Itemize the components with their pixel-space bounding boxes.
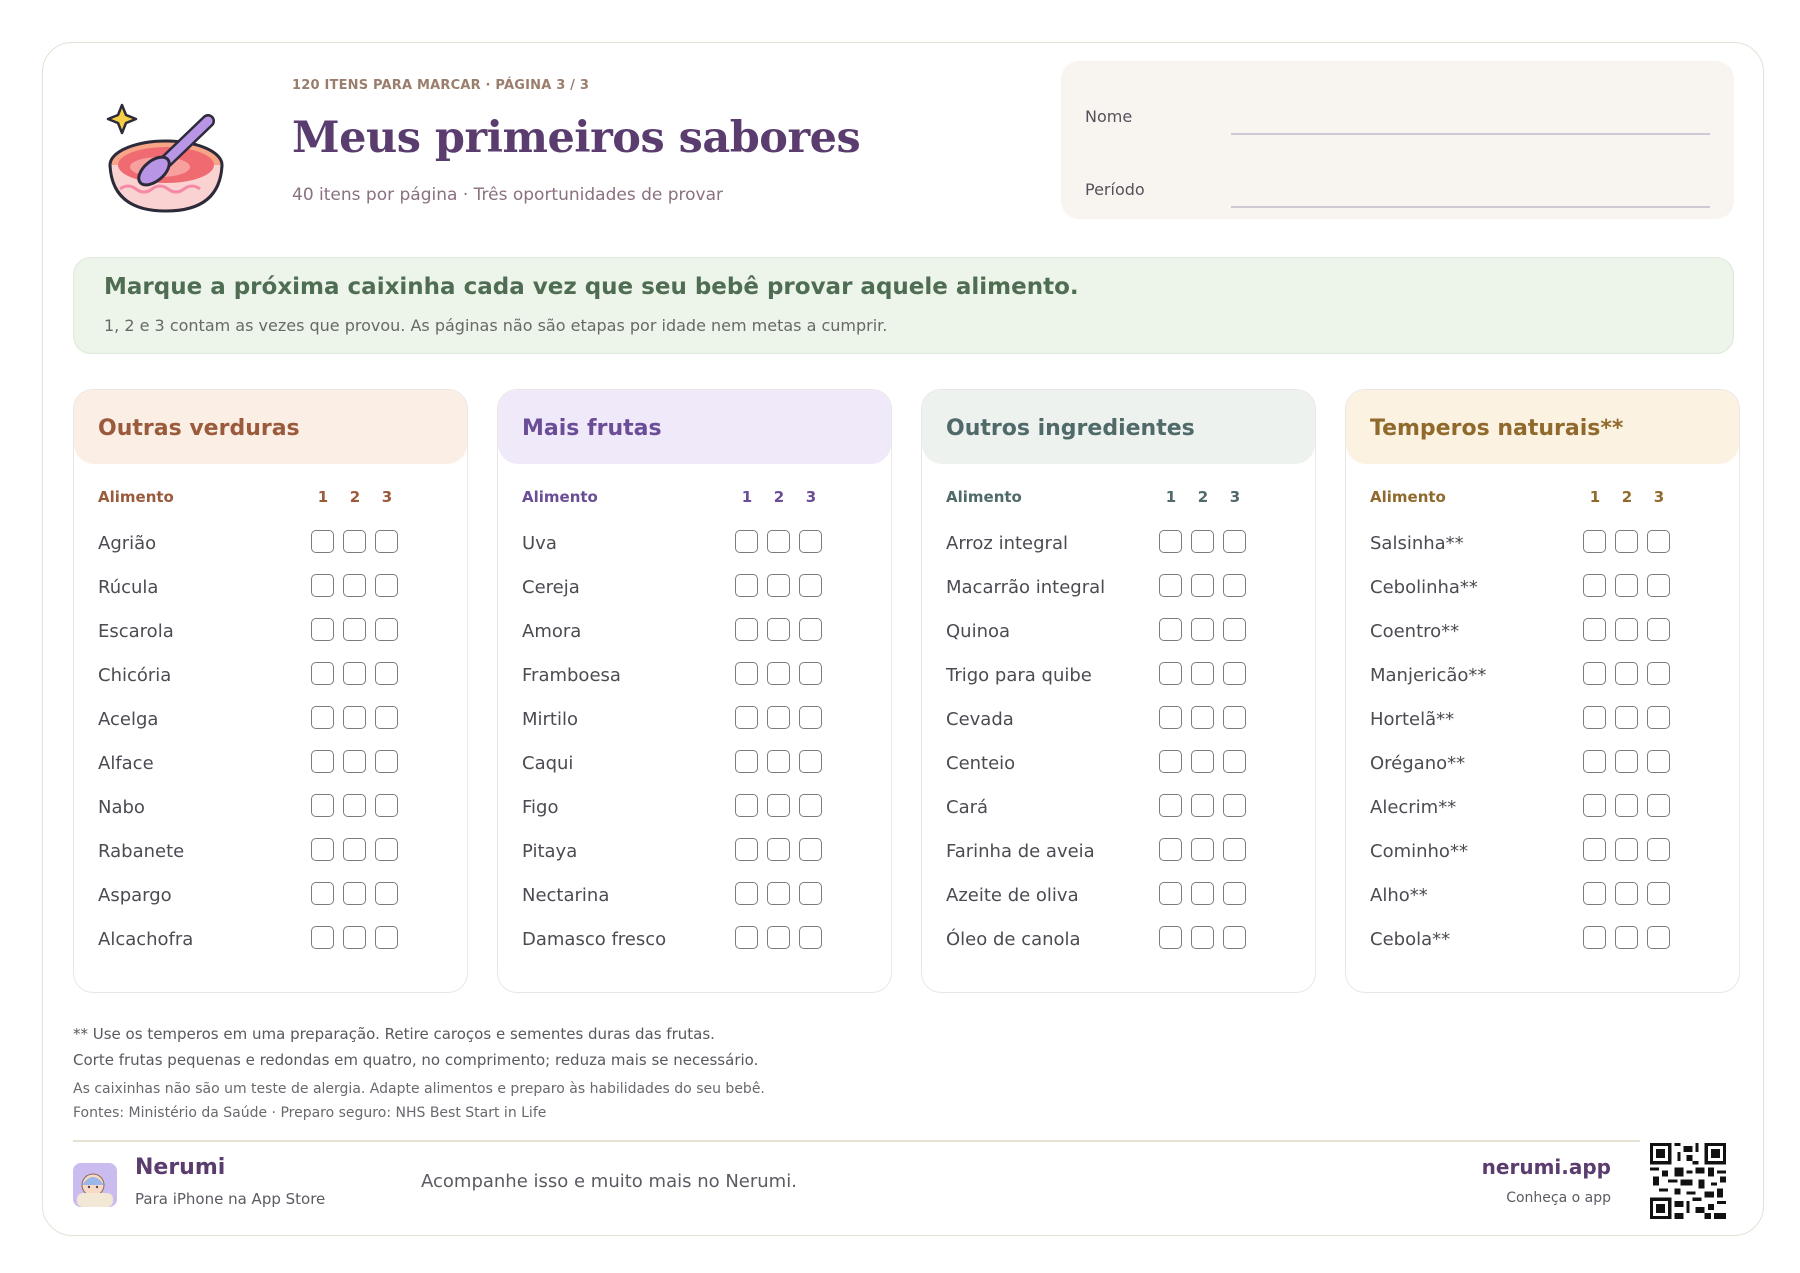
food-column-label: Alimento [98, 488, 174, 506]
try-1-checkbox[interactable] [311, 662, 334, 685]
food-row [498, 912, 891, 956]
food-name: Cará [946, 797, 989, 818]
food-name: Agrião [98, 533, 157, 554]
food-row [498, 736, 891, 780]
try-2-checkbox[interactable] [343, 662, 366, 685]
try-3-checkbox[interactable] [1223, 926, 1246, 949]
try-3-checkbox[interactable] [1223, 574, 1246, 597]
food-row [74, 780, 467, 824]
try-1-checkbox[interactable] [311, 882, 334, 905]
try-3-checkbox[interactable] [375, 882, 398, 905]
food-row [74, 736, 467, 780]
food-row [74, 912, 467, 956]
food-name: Coentro** [1370, 621, 1460, 642]
food-row [74, 604, 467, 648]
food-row [922, 692, 1315, 736]
footnote: Corte frutas pequenas e redondas em quatro, no comprimento; reduza mais se necessário. [73, 1051, 759, 1069]
try-2-checkbox[interactable] [1191, 662, 1214, 685]
try-1-checkbox[interactable] [311, 530, 334, 553]
try-3-checkbox[interactable] [1647, 574, 1670, 597]
promo-text: Acompanhe isso e muito mais no Nerumi. [421, 1171, 797, 1192]
try-2-checkbox[interactable] [1615, 618, 1638, 641]
try-3-checkbox[interactable] [1647, 662, 1670, 685]
try-number-label: 3 [381, 488, 393, 506]
food-row [922, 912, 1315, 956]
food-row [74, 868, 467, 912]
food-row [922, 780, 1315, 824]
try-2-checkbox[interactable] [343, 530, 366, 553]
try-3-checkbox[interactable] [799, 706, 822, 729]
try-2-checkbox[interactable] [1191, 838, 1214, 861]
food-row [74, 692, 467, 736]
food-name: Rabanete [98, 841, 185, 862]
food-row [922, 868, 1315, 912]
try-number-label: 3 [1229, 488, 1241, 506]
column-header [74, 472, 467, 516]
try-2-checkbox[interactable] [1191, 574, 1214, 597]
try-2-checkbox[interactable] [343, 882, 366, 905]
food-name: Cereja [522, 577, 580, 598]
food-name: Alecrim** [1370, 797, 1457, 818]
food-row [1346, 736, 1739, 780]
try-1-checkbox[interactable] [1583, 662, 1606, 685]
food-name: Manjericão** [1370, 665, 1487, 686]
try-1-checkbox[interactable] [1583, 926, 1606, 949]
try-2-checkbox[interactable] [1191, 750, 1214, 773]
category-card [497, 389, 892, 993]
try-3-checkbox[interactable] [1223, 530, 1246, 553]
worksheet [42, 42, 1764, 1236]
food-name: Amora [522, 621, 582, 642]
food-row [498, 824, 891, 868]
try-2-checkbox[interactable] [1615, 926, 1638, 949]
food-row [498, 648, 891, 692]
try-2-checkbox[interactable] [1615, 794, 1638, 817]
try-1-checkbox[interactable] [1159, 882, 1182, 905]
try-1-checkbox[interactable] [1159, 926, 1182, 949]
food-row [498, 780, 891, 824]
try-number-label: 1 [317, 488, 329, 506]
food-row [1346, 604, 1739, 648]
baby-app-icon [73, 1163, 117, 1207]
period-field[interactable] [1231, 206, 1710, 208]
try-3-checkbox[interactable] [375, 706, 398, 729]
try-3-checkbox[interactable] [1647, 838, 1670, 861]
try-2-checkbox[interactable] [767, 574, 790, 597]
food-name: Nectarina [522, 885, 610, 906]
try-2-checkbox[interactable] [343, 750, 366, 773]
period-label: Período [1085, 180, 1145, 199]
try-3-checkbox[interactable] [375, 530, 398, 553]
try-2-checkbox[interactable] [767, 838, 790, 861]
try-3-checkbox[interactable] [375, 794, 398, 817]
food-name: Alcachofra [98, 929, 194, 950]
try-number-label: 2 [1197, 488, 1209, 506]
instructions-title: Marque a próxima caixinha cada vez que seu bebê provar aquele alimento. [104, 274, 1079, 300]
try-3-checkbox[interactable] [375, 750, 398, 773]
try-3-checkbox[interactable] [1647, 706, 1670, 729]
food-name: Alho** [1370, 885, 1428, 906]
brand-subtitle: Para iPhone na App Store [135, 1190, 326, 1208]
page-subtitle: 40 itens por página · Três oportunidades de provar [292, 185, 724, 205]
food-row [74, 560, 467, 604]
disclaimer: As caixinhas não são um teste de alergia. Adapte alimentos e preparo às habilidades do seu bebê. [73, 1081, 765, 1097]
try-1-checkbox[interactable] [735, 750, 758, 773]
try-1-checkbox[interactable] [1159, 574, 1182, 597]
column-header [1346, 472, 1739, 516]
try-1-checkbox[interactable] [311, 838, 334, 861]
food-name: Pitaya [522, 841, 578, 862]
try-1-checkbox[interactable] [311, 794, 334, 817]
try-1-checkbox[interactable] [1159, 530, 1182, 553]
try-2-checkbox[interactable] [343, 794, 366, 817]
column-header [922, 472, 1315, 516]
try-2-checkbox[interactable] [1191, 618, 1214, 641]
try-2-checkbox[interactable] [343, 574, 366, 597]
name-label: Nome [1085, 107, 1133, 126]
food-name: Rúcula [98, 577, 159, 598]
food-name: Acelga [98, 709, 159, 730]
try-3-checkbox[interactable] [799, 574, 822, 597]
category-title: Outras verduras [74, 390, 467, 464]
try-1-checkbox[interactable] [1159, 662, 1182, 685]
try-1-checkbox[interactable] [735, 530, 758, 553]
try-3-checkbox[interactable] [375, 838, 398, 861]
food-name: Uva [522, 533, 557, 554]
try-2-checkbox[interactable] [1615, 838, 1638, 861]
try-1-checkbox[interactable] [1583, 574, 1606, 597]
food-name: Trigo para quibe [946, 665, 1092, 686]
try-1-checkbox[interactable] [1583, 794, 1606, 817]
try-3-checkbox[interactable] [1223, 750, 1246, 773]
name-period-box [1061, 61, 1734, 219]
food-row [74, 516, 467, 560]
page-counter: 120 ITENS PARA MARCAR · PÁGINA 3 / 3 [292, 78, 590, 93]
try-3-checkbox[interactable] [1223, 618, 1246, 641]
try-number-label: 2 [773, 488, 785, 506]
food-column-label: Alimento [946, 488, 1022, 506]
try-1-checkbox[interactable] [1159, 794, 1182, 817]
food-row [74, 824, 467, 868]
try-2-checkbox[interactable] [767, 750, 790, 773]
try-2-checkbox[interactable] [767, 882, 790, 905]
food-row [498, 604, 891, 648]
food-name: Arroz integral [946, 533, 1068, 554]
try-3-checkbox[interactable] [375, 926, 398, 949]
try-1-checkbox[interactable] [311, 618, 334, 641]
food-name: Caqui [522, 753, 574, 774]
try-2-checkbox[interactable] [767, 794, 790, 817]
food-row [1346, 560, 1739, 604]
try-2-checkbox[interactable] [343, 706, 366, 729]
food-name: Macarrão integral [946, 577, 1106, 598]
food-row [498, 692, 891, 736]
sources: Fontes: Ministério da Saúde · Preparo seguro: NHS Best Start in Life [73, 1105, 547, 1121]
try-1-checkbox[interactable] [1159, 750, 1182, 773]
try-2-checkbox[interactable] [1191, 794, 1214, 817]
food-name: Orégano** [1370, 753, 1466, 774]
try-number-label: 1 [741, 488, 753, 506]
food-name: Nabo [98, 797, 145, 818]
food-name: Figo [522, 797, 559, 818]
try-1-checkbox[interactable] [1583, 706, 1606, 729]
food-row [1346, 912, 1739, 956]
try-3-checkbox[interactable] [799, 618, 822, 641]
try-1-checkbox[interactable] [1159, 838, 1182, 861]
food-name: Chicória [98, 665, 172, 686]
try-1-checkbox[interactable] [735, 926, 758, 949]
footnotes [73, 1021, 765, 1125]
food-name: Aspargo [98, 885, 172, 906]
footer-divider [73, 1140, 1640, 1142]
category-title: Outros ingredientes [922, 390, 1315, 464]
try-1-checkbox[interactable] [311, 706, 334, 729]
food-row [74, 648, 467, 692]
try-3-checkbox[interactable] [799, 882, 822, 905]
food-name: Azeite de oliva [946, 885, 1079, 906]
food-name: Quinoa [946, 621, 1011, 642]
try-3-checkbox[interactable] [799, 750, 822, 773]
food-name: Cominho** [1370, 841, 1468, 862]
instructions-banner [73, 257, 1734, 354]
name-field[interactable] [1231, 133, 1710, 135]
category-card [1345, 389, 1740, 993]
category-card [921, 389, 1316, 993]
try-3-checkbox[interactable] [1647, 530, 1670, 553]
food-name: Farinha de aveia [946, 841, 1095, 862]
try-2-checkbox[interactable] [767, 530, 790, 553]
qr-code-icon[interactable] [1650, 1143, 1726, 1219]
food-name: Salsinha** [1370, 533, 1464, 554]
try-1-checkbox[interactable] [1583, 750, 1606, 773]
website-subtitle: Conheça o app [1506, 1190, 1611, 1206]
try-1-checkbox[interactable] [735, 882, 758, 905]
try-1-checkbox[interactable] [735, 794, 758, 817]
try-3-checkbox[interactable] [1223, 794, 1246, 817]
try-2-checkbox[interactable] [1615, 662, 1638, 685]
food-row [922, 516, 1315, 560]
food-name: Centeio [946, 753, 1016, 774]
food-row [498, 516, 891, 560]
try-number-label: 1 [1165, 488, 1177, 506]
try-number-label: 2 [1621, 488, 1633, 506]
try-3-checkbox[interactable] [799, 662, 822, 685]
try-3-checkbox[interactable] [375, 662, 398, 685]
food-row [922, 824, 1315, 868]
food-list [74, 516, 467, 956]
page-title: Meus primeiros sabores [292, 113, 861, 163]
try-3-checkbox[interactable] [375, 574, 398, 597]
food-name: Óleo de canola [946, 929, 1081, 950]
try-1-checkbox[interactable] [735, 662, 758, 685]
try-1-checkbox[interactable] [1583, 838, 1606, 861]
try-3-checkbox[interactable] [799, 926, 822, 949]
food-row [922, 560, 1315, 604]
try-number-label: 2 [349, 488, 361, 506]
try-1-checkbox[interactable] [735, 838, 758, 861]
try-2-checkbox[interactable] [1191, 882, 1214, 905]
try-3-checkbox[interactable] [1647, 882, 1670, 905]
try-1-checkbox[interactable] [735, 618, 758, 641]
try-3-checkbox[interactable] [1647, 794, 1670, 817]
try-1-checkbox[interactable] [735, 574, 758, 597]
food-list [498, 516, 891, 956]
try-1-checkbox[interactable] [1583, 530, 1606, 553]
food-name: Alface [98, 753, 154, 774]
food-name: Framboesa [522, 665, 621, 686]
website-link[interactable]: nerumi.app [1481, 1155, 1611, 1179]
bowl-with-spoon-icon [96, 93, 236, 213]
try-2-checkbox[interactable] [1191, 706, 1214, 729]
try-2-checkbox[interactable] [1191, 530, 1214, 553]
try-2-checkbox[interactable] [1615, 574, 1638, 597]
try-3-checkbox[interactable] [1223, 882, 1246, 905]
try-1-checkbox[interactable] [311, 574, 334, 597]
try-3-checkbox[interactable] [1647, 618, 1670, 641]
footnote: ** Use os temperos em uma preparação. Retire caroços e sementes duras das frutas. [73, 1025, 715, 1043]
food-row [498, 868, 891, 912]
category-title: Mais frutas [498, 390, 891, 464]
try-number-label: 1 [1589, 488, 1601, 506]
try-2-checkbox[interactable] [343, 618, 366, 641]
food-column-label: Alimento [522, 488, 598, 506]
try-2-checkbox[interactable] [767, 706, 790, 729]
try-2-checkbox[interactable] [343, 838, 366, 861]
try-2-checkbox[interactable] [1191, 926, 1214, 949]
try-3-checkbox[interactable] [799, 794, 822, 817]
food-name: Cevada [946, 709, 1014, 730]
food-row [1346, 824, 1739, 868]
try-2-checkbox[interactable] [1615, 530, 1638, 553]
food-name: Damasco fresco [522, 929, 667, 950]
try-3-checkbox[interactable] [1223, 838, 1246, 861]
try-3-checkbox[interactable] [1647, 750, 1670, 773]
try-2-checkbox[interactable] [1615, 750, 1638, 773]
food-column-label: Alimento [1370, 488, 1446, 506]
food-row [1346, 516, 1739, 560]
instructions-subtitle: 1, 2 e 3 contam as vezes que provou. As páginas não são etapas por idade nem metas a cumprir. [104, 316, 888, 335]
food-row [1346, 780, 1739, 824]
try-1-checkbox[interactable] [311, 750, 334, 773]
food-row [1346, 868, 1739, 912]
try-1-checkbox[interactable] [1583, 882, 1606, 905]
column-header [498, 472, 891, 516]
try-number-label: 3 [805, 488, 817, 506]
food-row [498, 560, 891, 604]
food-row [922, 648, 1315, 692]
try-3-checkbox[interactable] [799, 838, 822, 861]
food-list [1346, 516, 1739, 956]
try-2-checkbox[interactable] [767, 618, 790, 641]
food-row [1346, 648, 1739, 692]
food-name: Hortelã** [1370, 709, 1455, 730]
food-name: Cebolinha** [1370, 577, 1478, 598]
category-card [73, 389, 468, 993]
try-1-checkbox[interactable] [1159, 618, 1182, 641]
try-2-checkbox[interactable] [1615, 882, 1638, 905]
try-2-checkbox[interactable] [767, 926, 790, 949]
try-2-checkbox[interactable] [1615, 706, 1638, 729]
try-number-label: 3 [1653, 488, 1665, 506]
try-2-checkbox[interactable] [343, 926, 366, 949]
try-3-checkbox[interactable] [1647, 926, 1670, 949]
try-1-checkbox[interactable] [1583, 618, 1606, 641]
try-2-checkbox[interactable] [767, 662, 790, 685]
try-1-checkbox[interactable] [311, 926, 334, 949]
try-3-checkbox[interactable] [375, 618, 398, 641]
try-3-checkbox[interactable] [1223, 706, 1246, 729]
try-1-checkbox[interactable] [735, 706, 758, 729]
try-3-checkbox[interactable] [799, 530, 822, 553]
food-list [922, 516, 1315, 956]
brand-name: Nerumi [135, 1155, 226, 1180]
try-1-checkbox[interactable] [1159, 706, 1182, 729]
food-row [922, 604, 1315, 648]
food-name: Cebola** [1370, 929, 1451, 950]
food-name: Escarola [98, 621, 174, 642]
try-3-checkbox[interactable] [1223, 662, 1246, 685]
food-row [1346, 692, 1739, 736]
category-title: Temperos naturais** [1346, 390, 1739, 464]
food-name: Mirtilo [522, 709, 579, 730]
food-row [922, 736, 1315, 780]
